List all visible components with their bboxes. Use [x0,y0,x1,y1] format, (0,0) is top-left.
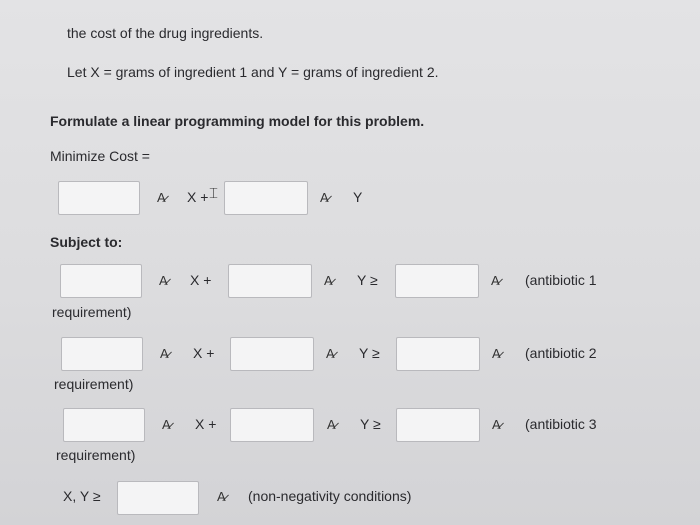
constraint2-label-end: requirement) [54,376,134,392]
spellcheck-icon[interactable]: A̷ [327,417,336,432]
spellcheck-icon[interactable]: A̷ [162,417,171,432]
constraint2-y-term: Y ≥ [359,345,380,361]
constraint1-label: (antibiotic 1 [525,272,597,288]
nonneg-lhs: X, Y ≥ [63,488,101,504]
constraint3-x-coefficient-input[interactable] [63,408,145,442]
spellcheck-icon[interactable]: A̷ [492,346,501,361]
objective-x-coefficient-input[interactable] [58,181,140,215]
constraint3-x-term: X + [195,416,217,432]
spellcheck-icon[interactable]: A̷ [160,346,169,361]
spellcheck-icon[interactable]: A̷ [217,489,226,504]
spellcheck-icon[interactable]: A̷ [320,190,329,205]
spellcheck-icon[interactable]: A̷ [157,190,166,205]
definition-text: Let X = grams of ingredient 1 and Y = grams of ingredient 2. [67,64,439,80]
constraint1-rhs-input[interactable] [395,264,479,298]
constraint3-y-term: Y ≥ [360,416,381,432]
constraint3-label-end: requirement) [56,447,136,463]
intro-text: the cost of the drug ingredients. [67,25,264,41]
subject-to-label: Subject to: [50,234,123,250]
constraint3-y-coefficient-input[interactable] [230,408,314,442]
constraint1-y-coefficient-input[interactable] [228,264,312,298]
text-cursor-icon: ⌶ [209,185,219,202]
spellcheck-icon[interactable]: A̷ [324,273,333,288]
spellcheck-icon[interactable]: A̷ [491,273,500,288]
constraint1-x-term: X + [190,272,212,288]
spellcheck-icon[interactable]: A̷ [326,346,335,361]
constraint3-rhs-input[interactable] [396,408,480,442]
constraint2-x-term: X + [193,345,215,361]
constraint1-x-coefficient-input[interactable] [60,264,142,298]
objective-x-term: X + [187,189,209,205]
constraint2-label: (antibiotic 2 [525,345,597,361]
constraint1-label-end: requirement) [52,304,132,320]
constraint2-rhs-input[interactable] [396,337,480,371]
formulate-prompt: Formulate a linear programming model for this problem. [50,113,425,129]
objective-y-term: Y [353,189,363,205]
objective-y-coefficient-input[interactable] [224,181,308,215]
objective-label: Minimize Cost = [50,148,150,164]
constraint1-y-term: Y ≥ [357,272,378,288]
spellcheck-icon[interactable]: A̷ [159,273,168,288]
constraint3-label: (antibiotic 3 [525,416,597,432]
constraint2-x-coefficient-input[interactable] [61,337,143,371]
nonneg-label: (non-negativity conditions) [248,488,412,504]
constraint2-y-coefficient-input[interactable] [230,337,314,371]
nonneg-rhs-input[interactable] [117,481,199,515]
spellcheck-icon[interactable]: A̷ [492,417,501,432]
